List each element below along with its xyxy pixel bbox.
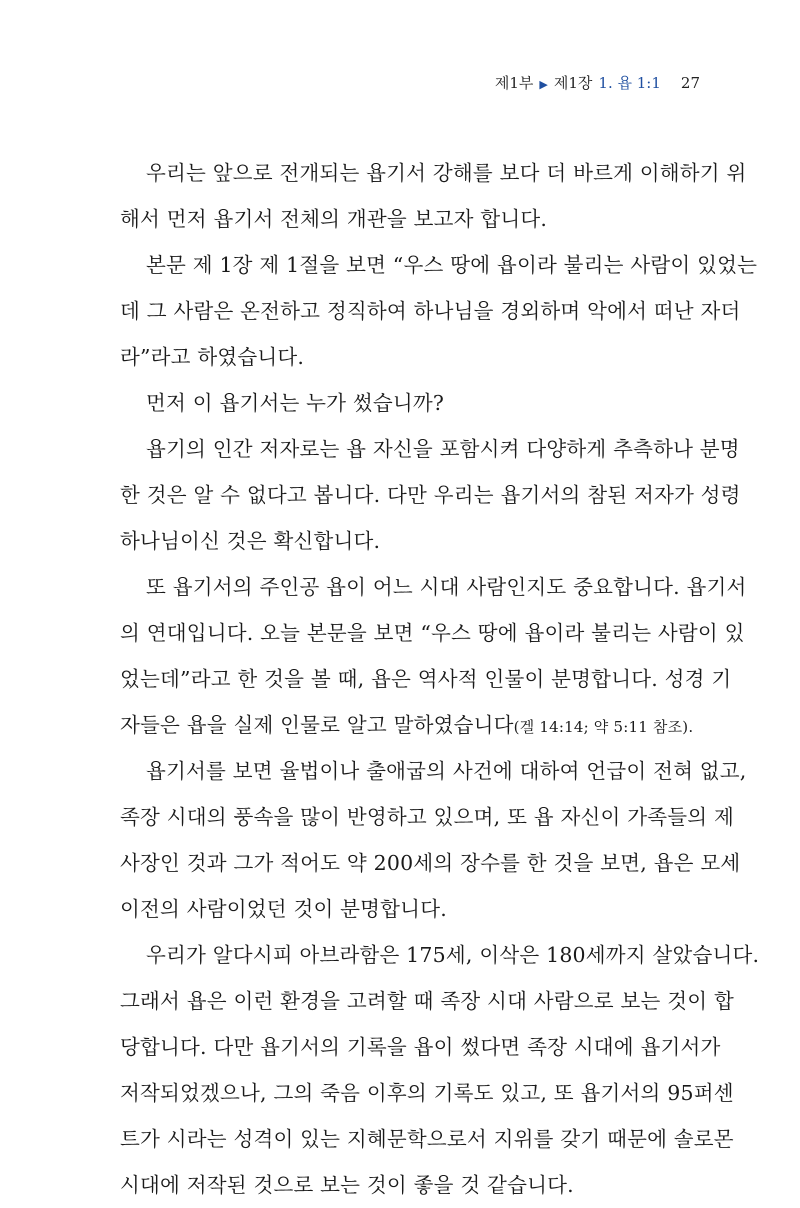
text-line-content: 욥기의 인간 저자로는 욥 자신을 포함시켜 다양하게 추측하나 분명 [146,437,740,461]
text-line [120,1116,734,1162]
text-line-content: 하나님이신 것은 확신합니다. [120,529,381,553]
text-line [120,794,734,840]
text-line-content: 당합니다. 다만 욥기서의 기록을 욥이 썼다면 족장 시대에 욥기서가 [120,1035,721,1059]
text-line-content: 의 연대입니다. 오늘 본문을 보면 “우스 땅에 욥이라 불리는 사람이 있 [120,621,745,645]
running-header [495,72,700,93]
text-line [120,288,741,334]
text-line-content: 한 것은 알 수 없다고 봅니다. 다만 우리는 욥기서의 참된 저자가 성령 [120,483,741,507]
text-line [120,196,700,242]
text-line [120,978,734,1024]
text-line [120,472,741,518]
text-line-content: 었는데”라고 한 것을 볼 때, 욥은 역사적 인물이 분명합니다. 성경 기 [120,667,732,691]
text-line [120,610,745,656]
triangle-right-icon: ▶ [539,78,548,91]
text-line [120,886,700,932]
text-line-content: 트가 시라는 성격이 있는 지혜문학으로서 지위를 갖기 때문에 솔로몬 [120,1127,734,1151]
text-line [120,380,700,426]
text-line-content: 해서 먼저 욥기서 전체의 개관을 보고자 합니다. [120,207,548,231]
verse-reference: 1. 욥 1:1 [598,74,661,92]
text-line-content: 우리는 앞으로 전개되는 욥기서 강해를 보다 더 바르게 이해하기 위 [146,161,747,185]
text-line-content: 이전의 사람이었던 것이 분명합니다. [120,897,447,921]
text-line-content: 자들은 욥을 실제 인물로 알고 말하였습니다 [120,713,514,737]
text-line [120,334,700,380]
text-line-content: 라”라고 하였습니다. [120,345,305,369]
text-line [120,932,760,978]
text-line-content: 본문 제 1장 제 1절을 보면 “우스 땅에 욥이라 불리는 사람이 있었는 [146,253,758,277]
text-line-content: 저작되었겠으나, 그의 죽음 이후의 기록도 있고, 또 욥기서의 95퍼센 [120,1081,734,1105]
text-line-content: 데 그 사람은 온전하고 정직하여 하나님을 경외하며 악에서 떠난 자더 [120,299,741,323]
text-line-content: 그래서 욥은 이런 환경을 고려할 때 족장 시대 사람으로 보는 것이 합 [120,989,734,1013]
text-line-content: 시대에 저작된 것으로 보는 것이 좋을 것 같습니다. [120,1173,574,1197]
scripture-reference: (겔 14:14; 약 5:11 참조). [513,718,694,736]
text-line-content: 족장 시대의 풍속을 많이 반영하고 있으며, 또 욥 자신이 가족들의 제 [120,805,734,829]
text-line [120,1162,700,1208]
text-line [120,702,700,748]
body-text [120,150,760,1208]
page-number: 27 [680,74,700,92]
text-line [120,150,747,196]
text-line [120,426,740,472]
text-line [120,840,741,886]
chapter-label: 제1장 [553,74,593,92]
text-line [120,656,732,702]
text-line-content: 또 욥기서의 주인공 욥이 어느 시대 사람인지도 중요합니다. 욥기서 [146,575,747,599]
text-line-content: 사장인 것과 그가 적어도 약 200세의 장수를 한 것을 보면, 욥은 모세 [120,851,741,875]
text-line [120,748,747,794]
text-line [120,564,747,610]
text-line [120,518,700,564]
text-line-content: 우리가 알다시피 아브라함은 175세, 이삭은 180세까지 살았습니다. [146,943,760,967]
part-label: 제1부 [494,74,534,92]
text-line-content: 욥기서를 보면 율법이나 출애굽의 사건에 대하여 언급이 전혀 없고, [146,759,747,783]
text-line [120,242,758,288]
text-line-content: 먼저 이 욥기서는 누가 썼습니까? [146,391,445,415]
text-line [120,1024,721,1070]
text-line [120,1070,734,1116]
